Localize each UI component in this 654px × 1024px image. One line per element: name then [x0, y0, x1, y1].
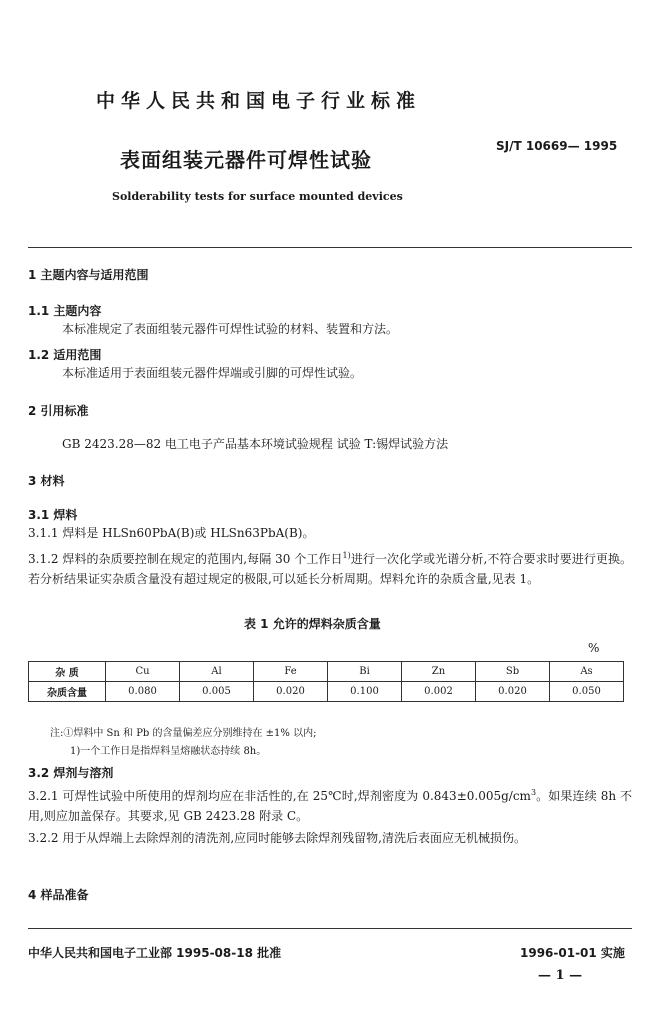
section-1-2-text: 本标准适用于表面组装元器件焊端或引脚的可焊性试验。 [62, 366, 363, 380]
table-row [29, 682, 624, 702]
table-header-cell: Zn [402, 662, 476, 682]
section-1-1-text: 本标准规定了表面组装元器件可焊性试验的材料、装置和方法。 [62, 322, 399, 336]
superscript-exponent: 3 [530, 788, 537, 797]
section-1-heading: 1 主题内容与适用范围 [28, 268, 149, 282]
table-note-2: 1)一个工作日是指焊料呈熔融状态持续 8h。 [70, 746, 267, 757]
table-note-1: 注:①焊料中 Sn 和 Pb 的含量偏差应分别维持在 ±1% 以内; [50, 728, 317, 739]
approval-info: 中华人民共和国电子工业部 1995-08-18 批准 [28, 946, 282, 960]
section-3-2-heading: 3.2 焊剂与溶剂 [28, 766, 114, 780]
table-header-cell: Cu [106, 662, 180, 682]
table-cell: 0.020 [476, 682, 550, 702]
table-cell: 0.020 [254, 682, 328, 702]
table-cell: 0.050 [550, 682, 624, 702]
table-header-cell: Bi [328, 662, 402, 682]
section-2-heading: 2 引用标准 [28, 404, 89, 418]
footer-rule [28, 928, 632, 929]
impurity-table [28, 661, 624, 702]
reference-standard: GB 2423.28—82 电工电子产品基本环境试验规程 试验 T:锡焊试验方法 [62, 437, 449, 451]
table-cell: 0.100 [328, 682, 402, 702]
implementation-date: 1996-01-01 实施 [520, 946, 625, 960]
section-4-heading: 4 样品准备 [28, 888, 89, 902]
section-3-2-1-part-b: 。如果连续 8h 不用,则应加盖保存。其要求,见 GB 2423.28 附录 C。 [28, 789, 633, 823]
english-subtitle: Solderability tests for surface mounted devices [112, 190, 403, 203]
issuing-organization: 中华人民共和国电子行业标准 [96, 90, 422, 112]
section-3-2-2: 3.2.2 用于从焊端上去除焊剂的清洗剂,应同时能够去除焊剂残留物,清洗后表面应无机械损伤。 [28, 831, 526, 845]
table-header-cell: 杂 质 [29, 662, 106, 682]
section-3-1-1: 3.1.1 焊料是 HLSn60PbA(B)或 HLSn63PbA(B)。 [28, 526, 315, 540]
table-header-row [29, 662, 624, 682]
table-header-cell: Al [180, 662, 254, 682]
section-1-1-heading: 1.1 主题内容 [28, 304, 102, 318]
header-rule [28, 247, 632, 248]
table-cell: 杂质含量 [29, 682, 106, 702]
table-caption: 表 1 允许的焊料杂质含量 [244, 617, 381, 631]
standard-code: SJ/T 10669— 1995 [496, 139, 618, 153]
table-header-cell: Fe [254, 662, 328, 682]
table-cell: 0.005 [180, 682, 254, 702]
section-3-1-2 [28, 546, 632, 589]
table-header-cell: As [550, 662, 624, 682]
document-title: 表面组装元器件可焊性试验 [120, 148, 372, 172]
section-3-2-1-part-a: 3.2.1 可焊性试验中所使用的焊剂均应在非活性的,在 25℃时,焊剂密度为 0.843±0.005g/cm [28, 789, 531, 803]
table-header-cell: Sb [476, 662, 550, 682]
section-3-heading: 3 材料 [28, 474, 65, 488]
table-cell: 0.080 [106, 682, 180, 702]
section-3-1-2-part-a: 3.1.2 焊料的杂质要控制在规定的范围内,每隔 30 个工作日 [28, 552, 343, 566]
table-cell: 0.002 [402, 682, 476, 702]
section-3-1-heading: 3.1 焊料 [28, 508, 78, 522]
footnote-marker: 1) [342, 551, 351, 560]
section-3-2-1 [28, 783, 632, 826]
section-1-2-heading: 1.2 适用范围 [28, 348, 102, 362]
section-3-1-2-part-b: 进行一次化学或光谱分析,不符合要求时要进行更换。若分析结果证实杂质含量没有超过规定的极限,可以延长分析周期。焊料允许的杂质含量,见表 1。 [28, 552, 632, 586]
table-unit: % [588, 641, 600, 655]
page-number: — 1 — [538, 968, 583, 983]
